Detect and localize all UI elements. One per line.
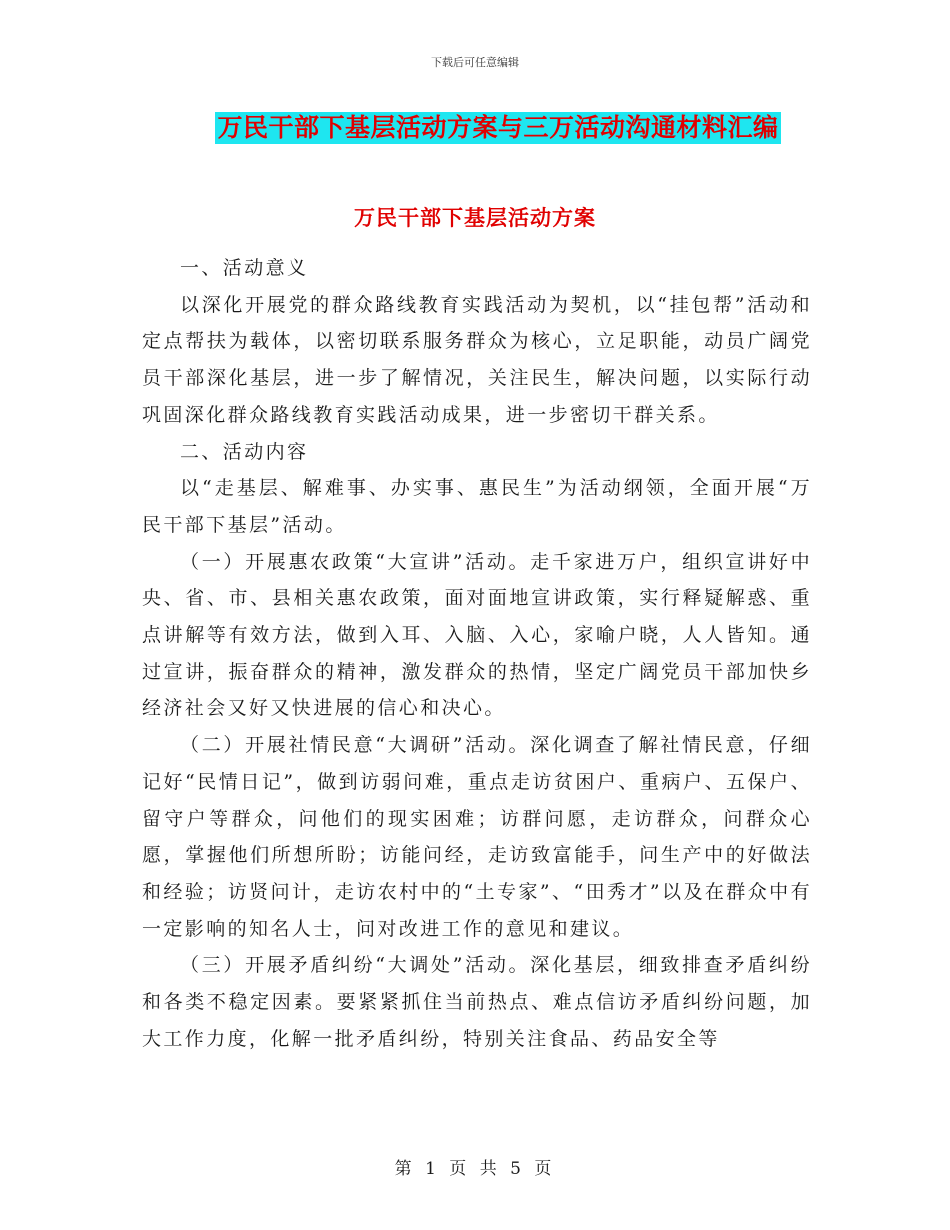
heading-activity-content: 二、活动内容 [180,440,309,463]
paragraph-survey: （二）开展社情民意“大调研”活动。深化调查了解社情民意，仔细记好“民情日记”，做到访弱问难，重点走访贫困户、重病户、五保户、留守户等群众，问他们的现实困难；访群问愿，走访群众，问群众心愿，掌握他们所想所盼；访能问经，走访致富能手，问生产中的好做法和经验；访贤问计，走访农村中的“土专家”、“田秀才”以及在群众中有一定影响的知名人士，问对改进工作的意见和建议。 [142,734,812,940]
document-title: 万民干部下基层活动方案与三万活动沟通材料汇编 [217,113,779,142]
paragraph-content-intro: 以“走基层、解难事、办实事、惠民生”为活动纲领，全面开展“万民干部下基层”活动。 [142,477,812,536]
header-note: 下载后可任意编辑 [431,56,519,69]
paragraph-significance: 以深化开展党的群众路线教育实践活动为契机，以“挂包帮”活动和定点帮扶为载体，以密切联系服务群众为核心，立足职能，动员广阔党员干部深化基层，进一步了解情况，关注民生，解决问题，以实际行动巩固深化群众路线教育实践活动成果，进一步密切干群关系。 [142,293,812,426]
document-title-wrap [0,112,950,144]
document-body [142,250,812,1057]
heading-activity-significance: 一、活动意义 [180,257,309,279]
paragraph-policy-lecture: （一）开展惠农政策“大宣讲”活动。走千家进万户，组织宣讲好中央、省、市、县相关惠农政策，面对面地宣讲政策，实行释疑解惑、重点讲解等有效方法，做到入耳、入脑、入心，家喻户晓，人人皆知。通过宣讲，振奋群众的精神，激发群众的热情，坚定广阔党员干部加快乡经济社会又好又快进展的信心和决心。 [142,550,812,720]
section-title: 万民干部下基层活动方案 [354,205,596,230]
page-footer: 第 1 页 共 5 页 [394,1159,556,1179]
paragraph-dispute-mediation: （三）开展矛盾纠纷“大调处”活动。深化基层，细致排查矛盾纠纷和各类不稳定因素。要紧紧抓住当前热点、难点信访矛盾纠纷问题，加大工作力度，化解一批矛盾纠纷，特别关注食品、药品安全等 [142,954,812,1050]
